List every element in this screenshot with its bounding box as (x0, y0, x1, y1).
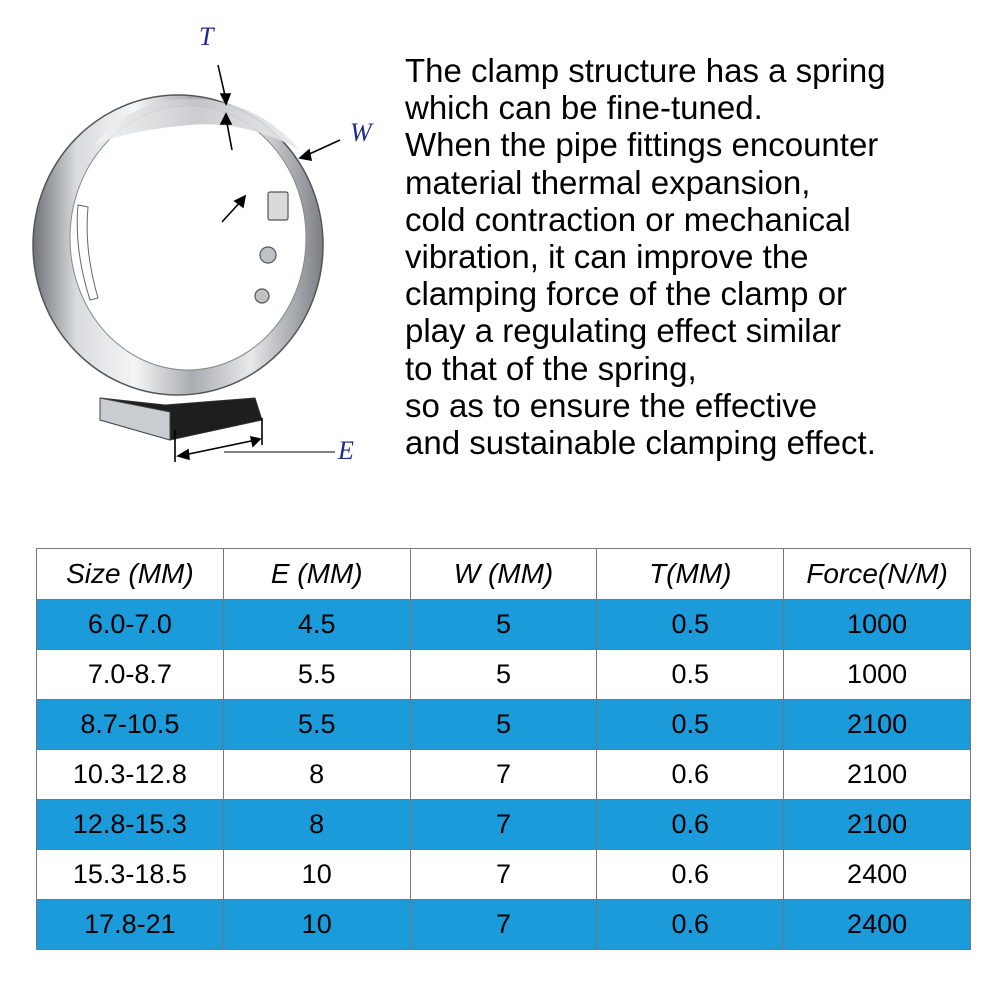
cell-size: 15.3-18.5 (37, 850, 224, 900)
cell-t: 0.5 (597, 650, 784, 700)
cell-w: 5 (410, 600, 597, 650)
clamp-illustration (0, 0, 400, 500)
description-line: The clamp structure has a spring (405, 52, 886, 89)
cell-t: 0.6 (597, 750, 784, 800)
cell-e: 10 (223, 850, 410, 900)
cell-e: 5.5 (223, 700, 410, 750)
header-w: W (MM) (410, 549, 597, 600)
cell-force: 1000 (784, 650, 971, 700)
cell-e: 5.5 (223, 650, 410, 700)
cell-t: 0.6 (597, 850, 784, 900)
header-force: Force(N/M) (784, 549, 971, 600)
cell-size: 7.0-8.7 (37, 650, 224, 700)
description-line: When the pipe fittings encounter (405, 126, 879, 164)
cell-size: 17.8-21 (37, 900, 224, 950)
cell-e: 4.5 (223, 600, 410, 650)
table-row (37, 750, 971, 800)
description-line: and sustainable clamping effect. (405, 424, 876, 462)
cell-size: 8.7-10.5 (37, 700, 224, 750)
cell-force: 1000 (784, 600, 971, 650)
description-line: clamping force of the clamp or (405, 275, 848, 313)
table-row (37, 600, 971, 650)
cell-force: 2100 (784, 750, 971, 800)
header-size: Size (MM) (37, 549, 224, 600)
cell-t: 0.6 (597, 800, 784, 850)
cell-force: 2400 (784, 850, 971, 900)
clamp-ring (33, 95, 323, 395)
label-w: W (350, 118, 372, 147)
cell-size: 12.8-15.3 (37, 800, 224, 850)
spec-table (36, 548, 971, 950)
table-row (37, 900, 971, 950)
table-header-row (37, 549, 971, 600)
cell-w: 7 (410, 800, 597, 850)
clamp-ear (100, 398, 262, 440)
cell-e: 10 (223, 900, 410, 950)
cell-t: 0.5 (597, 600, 784, 650)
description-line: so as to ensure the effective (405, 386, 818, 424)
cell-e: 8 (223, 750, 410, 800)
cell-size: 10.3-12.8 (37, 750, 224, 800)
cell-force: 2100 (784, 700, 971, 750)
cell-e: 8 (223, 800, 410, 850)
table-row (37, 800, 971, 850)
cell-t: 0.6 (597, 900, 784, 950)
cell-force: 2400 (784, 900, 971, 950)
cell-w: 5 (410, 650, 597, 700)
cell-w: 7 (410, 850, 597, 900)
header-e: E (MM) (223, 549, 410, 600)
cell-size: 6.0-7.0 (37, 600, 224, 650)
cell-w: 5 (410, 700, 597, 750)
description-line: play a regulating effect similar (405, 312, 841, 350)
cell-force: 2100 (784, 800, 971, 850)
table-row (37, 850, 971, 900)
description-line: vibration, it can improve the (405, 238, 809, 276)
description-line: which can be fine-tuned. (405, 89, 763, 127)
header-t: T(MM) (597, 549, 784, 600)
cell-w: 7 (410, 900, 597, 950)
description-line: material thermal expansion, (405, 163, 811, 201)
table-row (37, 650, 971, 700)
description-line: to that of the spring, (405, 349, 697, 387)
description-line: cold contraction or mechanical (405, 200, 851, 238)
label-e: E (338, 436, 354, 465)
cell-t: 0.5 (597, 700, 784, 750)
cell-w: 7 (410, 750, 597, 800)
table-row (37, 700, 971, 750)
label-t: T (199, 22, 214, 51)
description-text (405, 52, 995, 461)
